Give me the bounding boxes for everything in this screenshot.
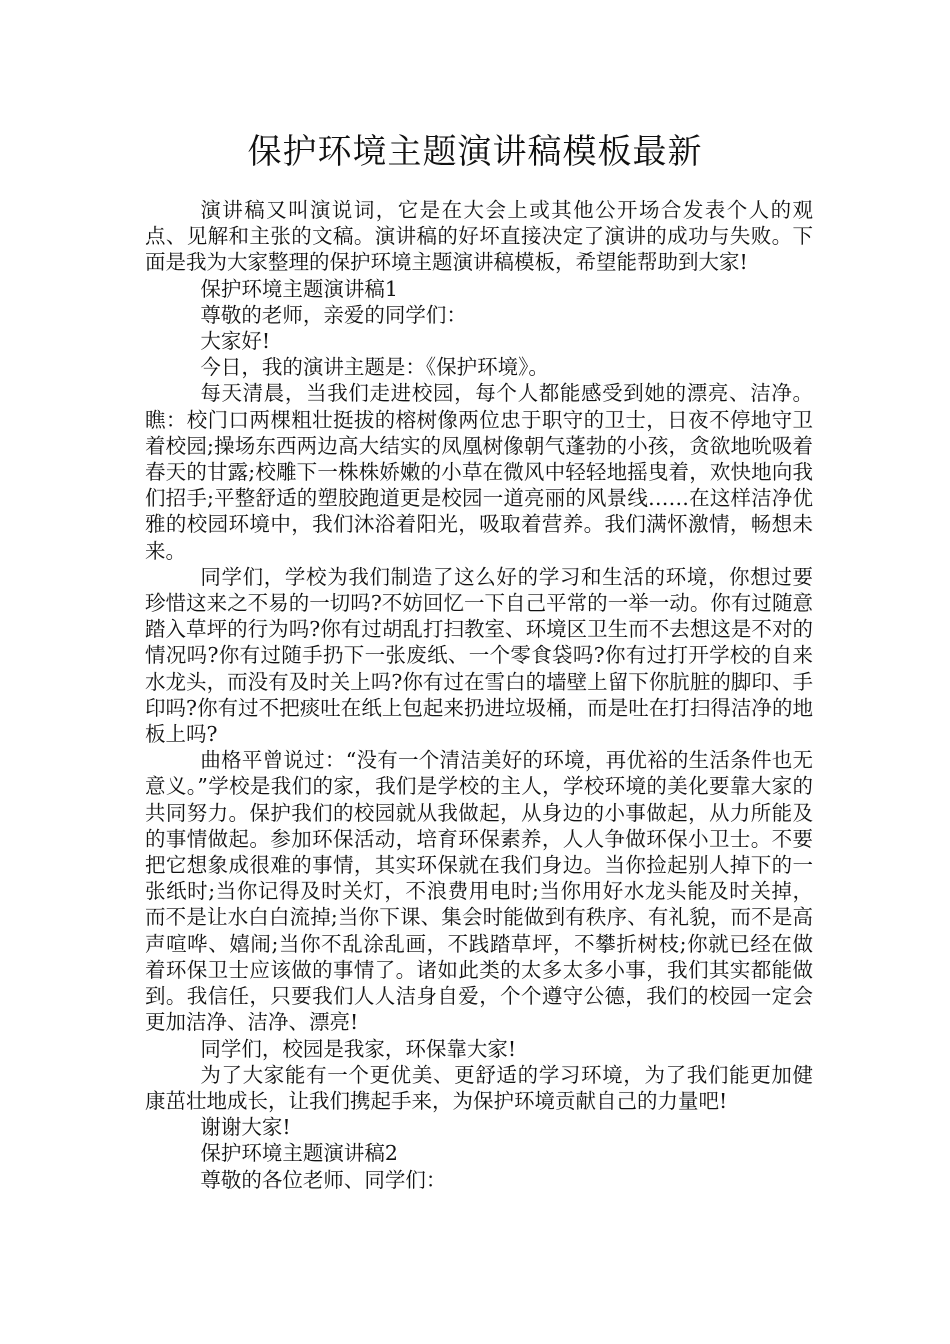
paragraph-topic: 今日，我的演讲主题是：《保护环境》。 (200, 355, 549, 380)
salutation: 尊敬的老师，亲爱的同学们： (200, 302, 467, 327)
paragraph-intro: 演讲稿又叫演说词，它是在大会上或其他公开场合发表个人的观点、见解和主张的文稿。演讲稿的好坏直接决定了演讲的成功与失败。下面是我为大家整理的保护环境主题演讲稿模板，希望能帮助到大家! (145, 198, 813, 275)
document-body (145, 197, 813, 1193)
paragraph-questions: 同学们，学校为我们制造了这么好的学习和生活的环境，你想过要珍惜这来之不易的一切吗?不妨回忆一下自己平常的一举一动。你有过随意踏入草坪的行为吗?你有过胡乱打扫教室、环境区卫生而不去想这是不对的情况吗?你有过随手扔下一张废纸、一个零食袋吗?你有过打开学校的自来水龙头，而没有及时关上吗?你有过在雪白的墙壁上留下你肮脏的脚印、手印吗?你有过不把痰吐在纸上包起来扔进垃圾桶，而是吐在打扫得洁净的地板上吗? (145, 564, 813, 747)
closing-thanks: 谢谢大家! (200, 1115, 291, 1140)
paragraph-call-to-action: 为了大家能有一个更优美、更舒适的学习环境，为了我们能更加健康茁壮地成长，让我们携起手来，为保护环境贡献自己的力量吧! (145, 1062, 813, 1113)
document-title: 保护环境主题演讲稿模板最新 (247, 132, 703, 172)
paragraph-quote: 曲格平曾说过：“没有一个清洁美好的环境，再优裕的生活条件也无意义。”学校是我们的家，我们是学校的主人，学校环境的美化要靠大家的共同努力。保护我们的校园就从我做起，从身边的小事做起，从力所能及的事情做起。参加环保活动，培育环保素养，人人争做环保小卫士。不要把它想象成很难的事情，其实环保就在我们身边。当你捡起别人掉下的一张纸时;当你记得及时关灯，不浪费用电时;当你用好水龙头能及时关掉，而不是让水白白流掉;当你下课、集会时能做到有秩序、有礼貌，而不是高声喧哗、嬉闹;当你不乱涂乱画，不践踏草坪，不攀折树枝;你就已经在做着环保卫士应该做的事情了。诸如此类的太多太多小事，我们其实都能做到。我信任，只要我们人人洁身自爱，个个遵守公德，我们的校园一定会更加洁净、洁净、漂亮! (145, 748, 813, 1035)
section-heading-1: 保护环境主题演讲稿1 (200, 276, 398, 301)
paragraph-slogan: 同学们，校园是我家，环保靠大家! (200, 1036, 517, 1061)
greeting: 大家好! (200, 329, 271, 354)
paragraph-campus: 每天清晨，当我们走进校园，每个人都能感受到她的漂亮、洁净。瞧：校门口两棵粗壮挺拔的榕树像两位忠于职守的卫士，日夜不停地守卫着校园;操场东西两边高大结实的凤凰树像朝气蓬勃的小孩，贪欲地吮吸着春天的甘露;校雕下一株株娇嫩的小草在微风中轻轻地摇曳着，欢快地向我们招手;平整舒适的塑胶跑道更是校园一道亮丽的风景线……在这样洁净优雅的校园环境中，我们沐浴着阳光，吸取着营养。我们满怀激情，畅想未来。 (145, 381, 813, 563)
salutation-2: 尊敬的各位老师、同学们： (200, 1167, 447, 1192)
section-heading-2: 保护环境主题演讲稿2 (200, 1141, 398, 1166)
